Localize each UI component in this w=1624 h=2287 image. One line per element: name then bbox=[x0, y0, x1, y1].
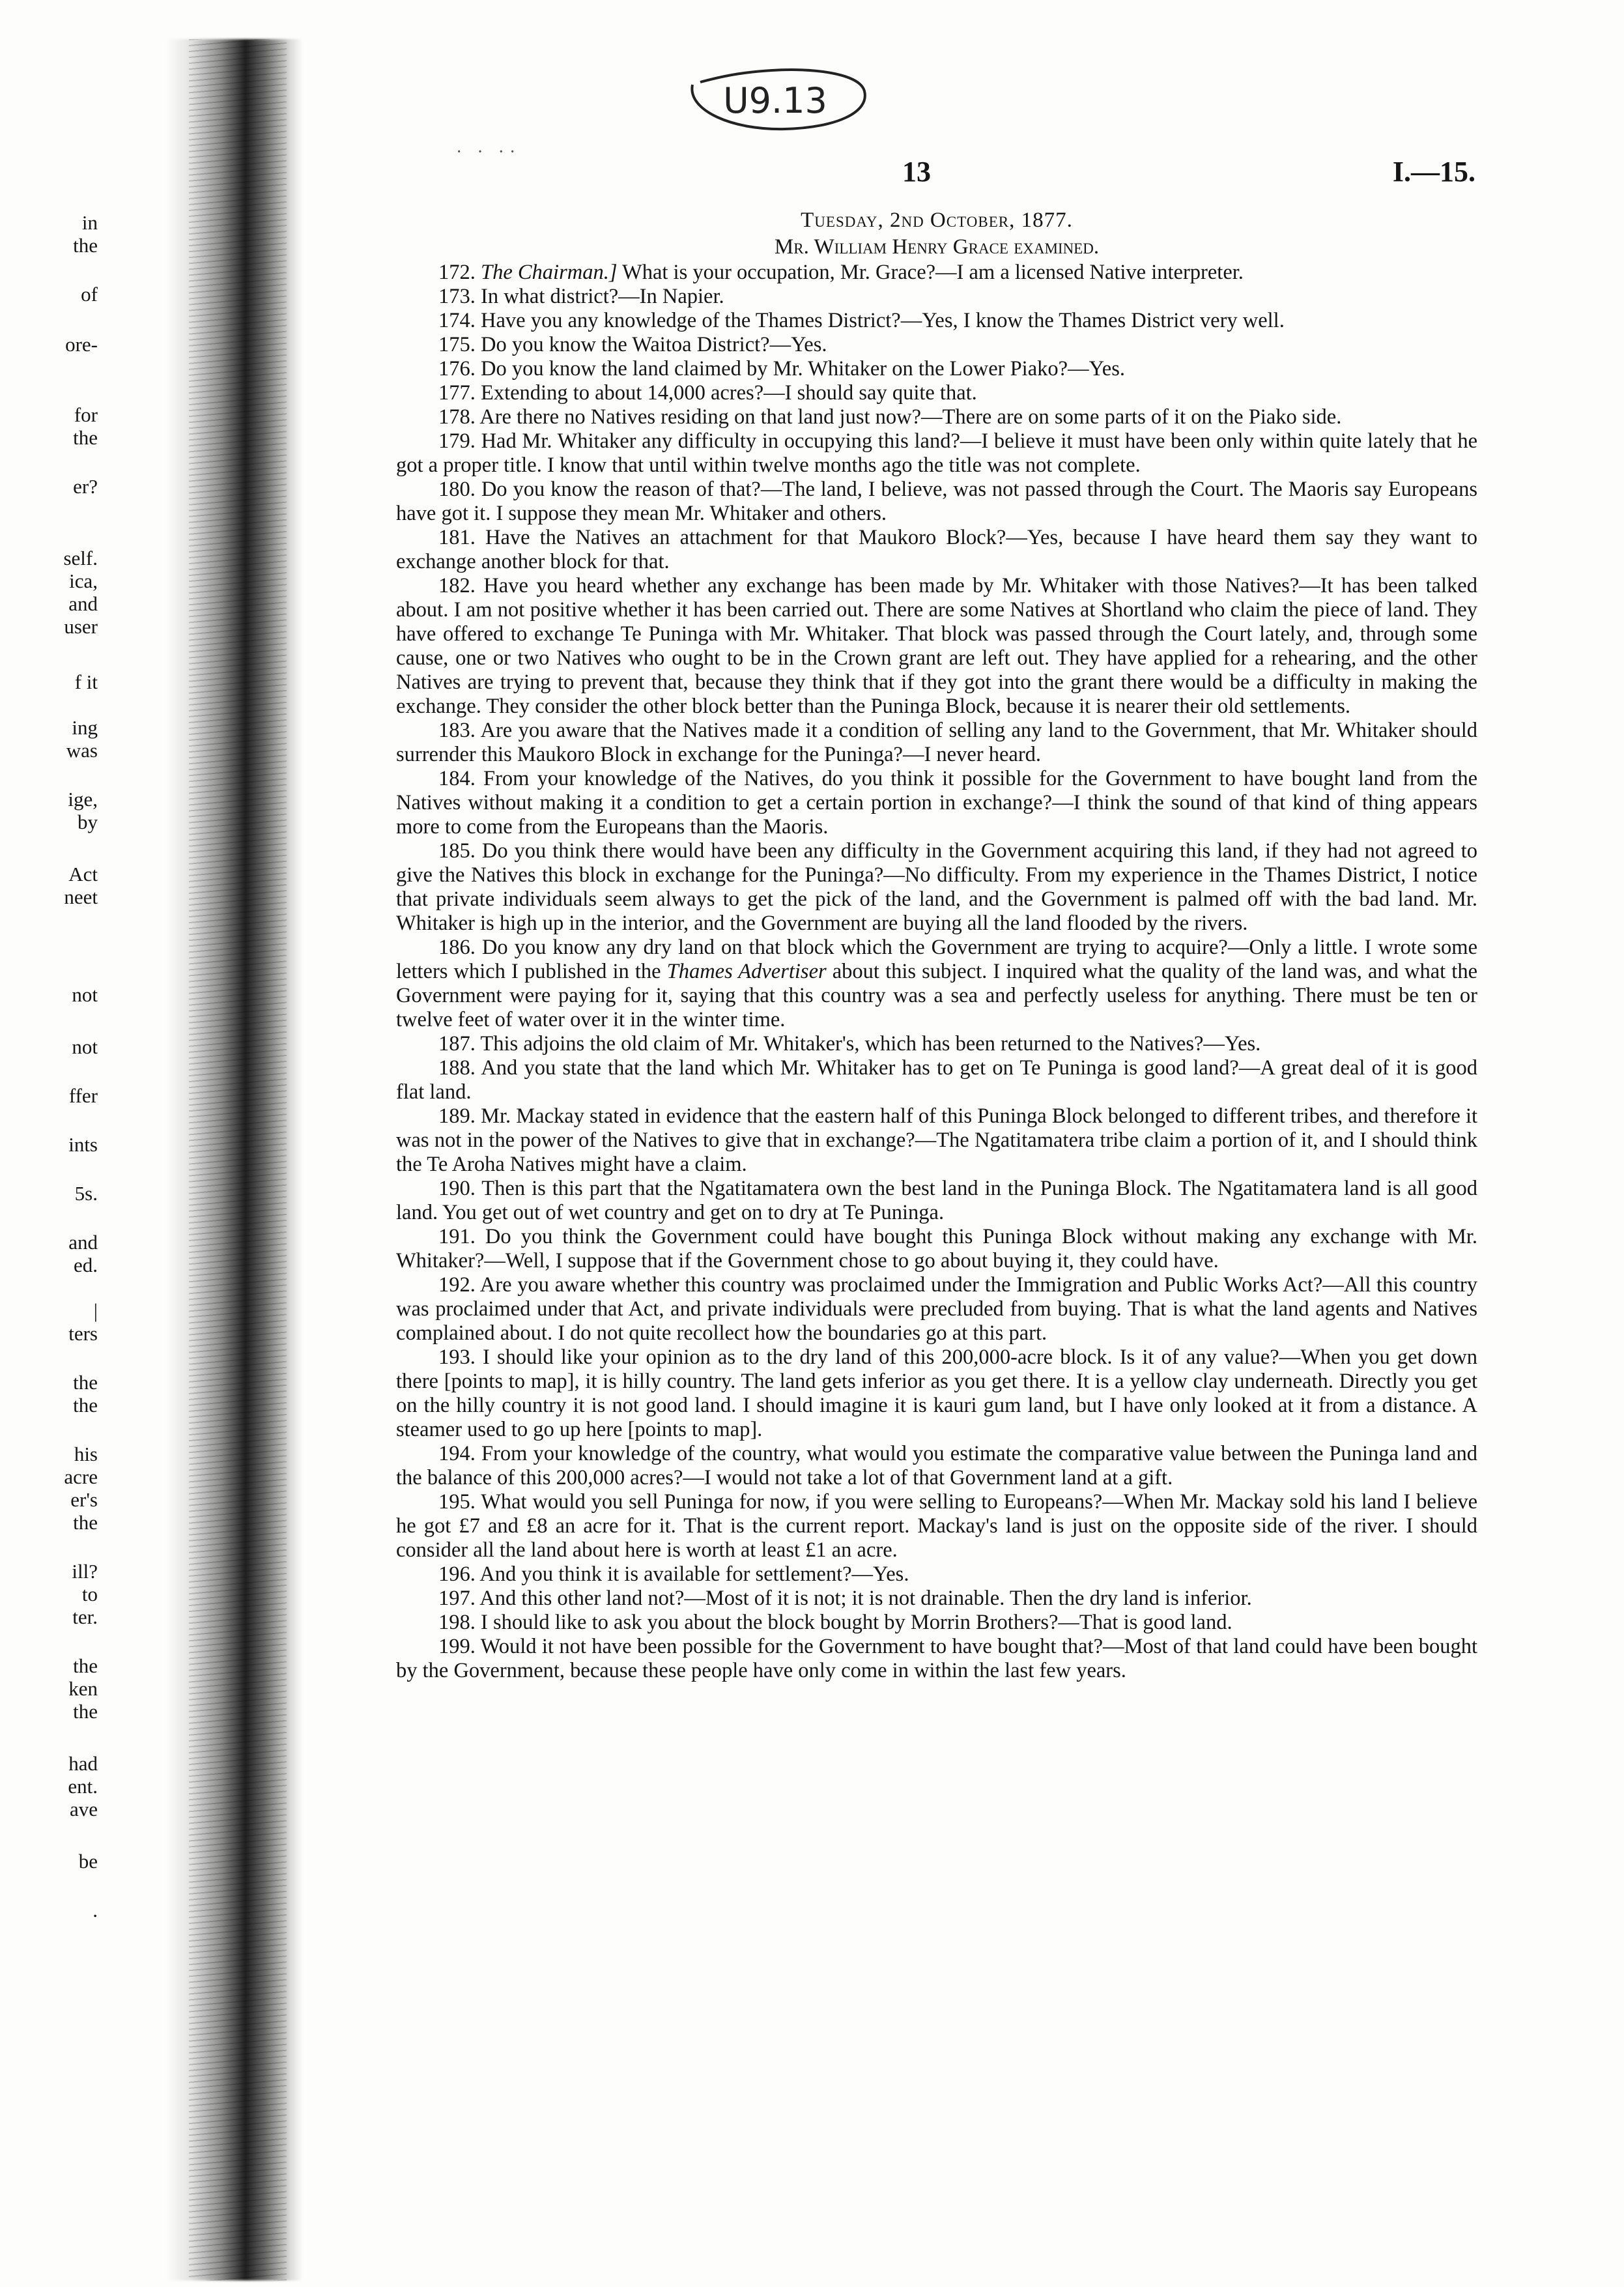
question-number: 175. bbox=[438, 333, 476, 356]
question-number: 198. bbox=[438, 1611, 476, 1634]
margin-fragment: ill? bbox=[72, 1560, 98, 1583]
margin-fragment: had bbox=[68, 1752, 98, 1775]
document-reference: I.—15. bbox=[1392, 156, 1475, 188]
margin-fragment: ing bbox=[72, 716, 98, 739]
question-number: 192. bbox=[438, 1273, 476, 1297]
page-number: 13 bbox=[902, 156, 931, 188]
margin-fragment: ffer bbox=[68, 1084, 98, 1107]
question-text: And this other land not?—Most of it is not; it is not drainable. Then the dry land is inferior. bbox=[479, 1587, 1252, 1610]
margin-fragment: for bbox=[74, 403, 98, 426]
question-number: 199. bbox=[438, 1635, 476, 1658]
question-paragraph bbox=[396, 767, 1477, 839]
margin-fragment: 5s. bbox=[74, 1182, 98, 1205]
question-number: 173. bbox=[438, 285, 476, 308]
question-paragraph bbox=[396, 1635, 1477, 1683]
margin-fragment: | bbox=[93, 1299, 98, 1322]
newspaper-title: Thames Advertiser bbox=[666, 960, 827, 983]
margin-fragment: ica, bbox=[69, 569, 98, 592]
question-number: 190. bbox=[438, 1177, 476, 1200]
question-number: 177. bbox=[438, 381, 476, 405]
question-number: 182. bbox=[438, 574, 476, 597]
question-paragraph bbox=[396, 285, 1477, 309]
margin-fragment: the bbox=[73, 234, 98, 257]
margin-fragment: the bbox=[73, 1371, 98, 1394]
margin-fragment: f it bbox=[74, 670, 98, 693]
question-text: I should like to ask you about the block bought by Morrin Brothers?—That is good land. bbox=[481, 1611, 1232, 1634]
question-number: 189. bbox=[438, 1104, 476, 1128]
question-number: 185. bbox=[438, 839, 476, 863]
margin-fragment: Act bbox=[68, 863, 98, 885]
question-number: 188. bbox=[438, 1056, 476, 1080]
question-text: Would it not have been possible for the Government to have bought that?—Most of that land could have been bought by the Government, because these people have only come in within the last few years. bbox=[396, 1635, 1477, 1682]
question-paragraph bbox=[396, 1442, 1477, 1490]
margin-fragment: was bbox=[66, 739, 98, 762]
margin-fragment: and bbox=[68, 1231, 98, 1254]
margin-fragment: ige, bbox=[68, 788, 98, 811]
question-text: I should like your opinion as to the dry land of this 200,000-acre block. Is it of any value?—When you get down there [points to map], it is hilly country. The land gets inferior as you get there. It is a yellow clay underneath. Directly you get on the hilly country it is not good land. I should imagine it is kauri gum land, but I have only looked at it from a distance. A steamer used to go up here [points to map]. bbox=[396, 1345, 1477, 1441]
archive-stamp bbox=[674, 65, 876, 137]
margin-fragment: to bbox=[81, 1583, 98, 1605]
question-number: 180. bbox=[438, 478, 476, 501]
speck-marks: · · ·· bbox=[456, 142, 521, 162]
margin-fragment: ed. bbox=[73, 1254, 98, 1276]
question-paragraph bbox=[396, 357, 1477, 381]
question-paragraph bbox=[396, 333, 1477, 357]
question-text: about this subject. I inquired what the quality of the land was, and what the Government were paying for it, saying that this country was a sea and perfectly useless for anything. There must be ten or twelve feet of water over it in the winter time. bbox=[396, 960, 1477, 1031]
margin-fragment: user bbox=[64, 615, 98, 638]
question-number: 178. bbox=[438, 405, 476, 429]
question-paragraph bbox=[396, 719, 1477, 767]
margin-fragment: acre bbox=[64, 1465, 98, 1488]
margin-fragment: his bbox=[74, 1443, 98, 1465]
left-margin-fragments bbox=[0, 0, 189, 2287]
question-text: And you think it is available for settlement?—Yes. bbox=[479, 1562, 909, 1586]
question-paragraph bbox=[396, 574, 1477, 719]
question-number: 174. bbox=[438, 309, 476, 332]
margin-fragment: not bbox=[72, 1035, 98, 1058]
question-number: 181. bbox=[438, 526, 476, 549]
question-paragraph bbox=[396, 309, 1477, 333]
question-text: Have you heard whether any exchange has been made by Mr. Whitaker with those Natives?—It has been talked about. I am not positive whether it has been carried out. There are some Natives at Shortland who claim the piece of land. They have offered to exchange Te Puninga with Mr. Whitaker. That block was passed through the Court lately, and, through some cause, one or two Natives who ought to be in the Crown grant are left out. They have applied for a rehearing, and the other Natives are trying to prevent that, because they think that if they got into the grant there would be a difficulty in making the exchange. They consider the other block better than the Puninga Block, because it is nearer their old settlements. bbox=[396, 574, 1477, 718]
question-paragraph bbox=[396, 1104, 1477, 1177]
question-text: Are there no Natives residing on that land just now?—There are on some parts of it on the Piako side. bbox=[479, 405, 1342, 429]
margin-fragment: er? bbox=[73, 475, 98, 498]
question-number: 179. bbox=[438, 429, 476, 453]
question-text: Mr. Mackay stated in evidence that the eastern half of this Puninga Block belonged to different tribes, and therefore it was not in the power of the Natives to give that in exchange?—The Ngatitamatera tribe claim a portion of it, and I should think the Te Aroha Natives might have a claim. bbox=[396, 1104, 1477, 1176]
question-text: Are you aware whether this country was proclaimed under the Immigration and Public Works Act?—All this country was proclaimed under that Act, and private individuals were precluded from buying. That is what the land agents and Natives complained about. I do not quite recollect how the boundaries go at this part. bbox=[396, 1273, 1477, 1345]
question-text: From your knowledge of the country, what would you estimate the comparative value between the Puninga land and the balance of this 200,000 acres?—I would not take a lot of that Government land at a gift. bbox=[396, 1442, 1477, 1489]
margin-fragment: be bbox=[78, 1850, 98, 1873]
margin-fragment: . bbox=[93, 1899, 98, 1921]
margin-fragment: ints bbox=[68, 1133, 98, 1156]
question-text: Do you know the reason of that?—The land, I believe, was not passed through the Court. The Maoris say Europeans have got it. I suppose they mean Mr. Whitaker and others. bbox=[396, 478, 1478, 525]
question-text: And you state that the land which Mr. Whitaker has to get on Te Puninga is good land?—A great deal of it is good flat land. bbox=[396, 1056, 1477, 1104]
question-text: Have the Natives an attachment for that Maukoro Block?—Yes, because I have heard them say they want to exchange another block for that. bbox=[396, 526, 1478, 573]
question-number: 184. bbox=[438, 767, 476, 790]
question-number: 197. bbox=[438, 1587, 476, 1610]
margin-fragment: the bbox=[73, 426, 98, 449]
margin-fragment: er's bbox=[70, 1488, 98, 1511]
margin-fragment: ters bbox=[68, 1322, 98, 1345]
margin-fragment: the bbox=[73, 1394, 98, 1417]
question-text: This adjoins the old claim of Mr. Whitaker's, which has been returned to the Natives?—Yes. bbox=[480, 1032, 1261, 1056]
question-number: 186. bbox=[438, 936, 476, 959]
question-number: 176. bbox=[438, 357, 476, 381]
question-paragraph bbox=[396, 478, 1477, 526]
question-paragraph bbox=[396, 936, 1477, 1032]
question-text: Do you think there would have been any difficulty in the Government acquiring this land, if they had not agreed to give the Natives this block in exchange for the Puninga?—No difficulty. From my experience in the Thames District, I notice that private individuals seem always to get the pick of the land, and the Government is palmed off with the bad land. Mr. Whitaker is high up in the interior, and the Government are buying all the land flooded by the rivers. bbox=[396, 839, 1477, 935]
question-paragraph bbox=[396, 1032, 1477, 1056]
question-text: Had Mr. Whitaker any difficulty in occupying this land?—I believe it must have been only within quite lately that he got a proper title. I know that until within twelve months ago the title was not complete. bbox=[396, 429, 1478, 477]
margin-fragment: self. bbox=[63, 547, 98, 569]
question-number: 183. bbox=[438, 719, 476, 742]
question-paragraph bbox=[396, 261, 1477, 285]
margin-fragment: in bbox=[81, 211, 98, 234]
binding-texture bbox=[189, 39, 287, 2280]
question-paragraph bbox=[396, 405, 1477, 429]
margin-fragment: ter. bbox=[72, 1605, 98, 1628]
question-number: 194. bbox=[438, 1442, 476, 1465]
margin-fragment: of bbox=[81, 283, 98, 306]
question-paragraph bbox=[396, 1611, 1477, 1635]
speaker-label: The Chairman.] bbox=[481, 261, 618, 284]
question-text: Do you know the land claimed by Mr. Whitaker on the Lower Piako?—Yes. bbox=[481, 357, 1125, 381]
question-text: Have you any knowledge of the Thames District?—Yes, I know the Thames District very well. bbox=[481, 309, 1285, 332]
margin-fragment: ent. bbox=[68, 1775, 98, 1798]
question-text: Do you think the Government could have bought this Puninga Block without making any exchange with Mr. Whitaker?—Well, I suppose that if the Government chose to go about buying it, they could have. bbox=[396, 1225, 1478, 1273]
question-list bbox=[396, 261, 1477, 1683]
question-paragraph bbox=[396, 1177, 1477, 1225]
archive-code: U9.13 bbox=[723, 80, 827, 121]
witness-line: Mr. William Henry Grace examined. bbox=[774, 235, 1100, 259]
margin-fragment: ore- bbox=[65, 333, 98, 356]
margin-fragment: the bbox=[73, 1654, 98, 1677]
date-line: Tuesday, 2nd October, 1877. bbox=[801, 209, 1073, 232]
question-text: Extending to about 14,000 acres?—I should say quite that. bbox=[481, 381, 977, 405]
question-text: What is your occupation, Mr. Grace?—I am a licensed Native interpreter. bbox=[622, 261, 1244, 284]
question-number: 187. bbox=[438, 1032, 476, 1056]
question-text: In what district?—In Napier. bbox=[481, 285, 724, 308]
evidence-body bbox=[396, 209, 1477, 1683]
question-number: 196. bbox=[438, 1562, 476, 1586]
question-paragraph bbox=[396, 1562, 1477, 1587]
question-text: Are you aware that the Natives made it a condition of selling any land to the Government, that Mr. Whitaker should surrender this Maukoro Block in exchange for the Puninga?—I never heard. bbox=[396, 719, 1477, 766]
question-paragraph bbox=[396, 1345, 1477, 1442]
margin-fragment: by bbox=[78, 811, 98, 833]
question-number: 191. bbox=[438, 1225, 476, 1248]
margin-fragment: not bbox=[72, 983, 98, 1006]
question-number: 193. bbox=[438, 1345, 476, 1369]
question-paragraph bbox=[396, 1587, 1477, 1611]
question-paragraph bbox=[396, 381, 1477, 405]
margin-fragment: and bbox=[68, 592, 98, 615]
question-paragraph bbox=[396, 526, 1477, 574]
question-text: Do you know any dry land on that block which the Government are trying to acquire?—Only a little. I wrote some letters which I published in the bbox=[396, 936, 1477, 983]
question-paragraph bbox=[396, 839, 1477, 936]
question-number: 195. bbox=[438, 1490, 476, 1514]
question-text: From your knowledge of the Natives, do you think it possible for the Government to have bought land from the Natives without making it a condition to get a certain portion in exchange?—I think the sound of that kind of thing appears more to come from the Europeans than the Maoris. bbox=[396, 767, 1478, 839]
question-paragraph bbox=[396, 1273, 1477, 1345]
margin-fragment: ave bbox=[69, 1798, 98, 1820]
question-paragraph bbox=[396, 1056, 1477, 1104]
margin-fragment: the bbox=[73, 1511, 98, 1534]
margin-fragment: neet bbox=[64, 885, 98, 908]
margin-fragment: ken bbox=[68, 1677, 98, 1700]
question-text: Do you know the Waitoa District?—Yes. bbox=[481, 333, 827, 356]
question-text: What would you sell Puninga for now, if you were selling to Europeans?—When Mr. Mackay sold his land I believe he got £7 and £8 an acre for it. That is the current report. Mackay's land is just on the opposite side of the river. I should consider all the land about here is worth at least £1 an acre. bbox=[396, 1490, 1477, 1562]
question-paragraph bbox=[396, 1225, 1477, 1273]
question-number: 172. bbox=[438, 261, 476, 284]
question-text: Then is this part that the Ngatitamatera own the best land in the Puninga Block. The Ngatitamatera land is all good land. You get out of wet country and get on to dry at Te Puninga. bbox=[396, 1177, 1477, 1224]
question-paragraph bbox=[396, 429, 1477, 478]
question-paragraph bbox=[396, 1490, 1477, 1562]
margin-fragment: the bbox=[73, 1700, 98, 1723]
